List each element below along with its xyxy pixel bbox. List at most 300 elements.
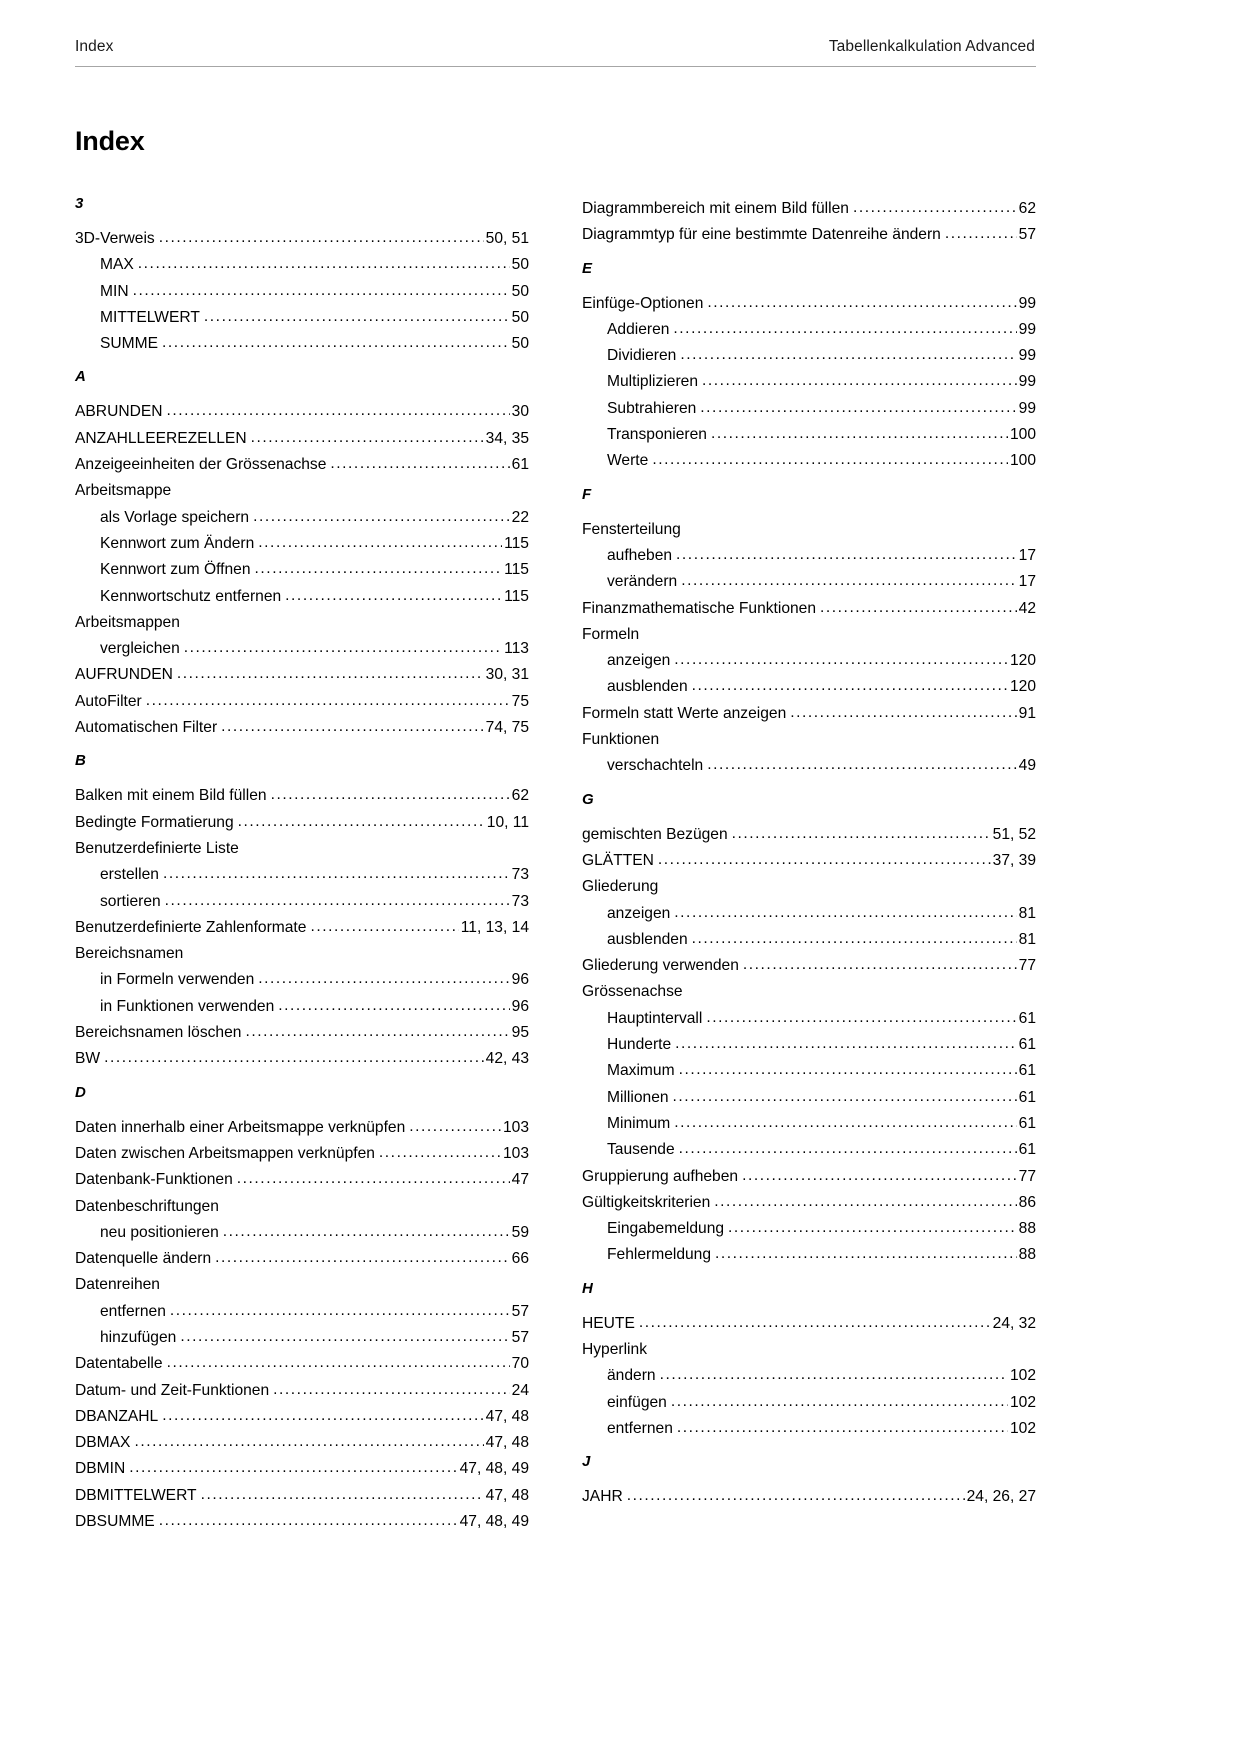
dot-leader [674,900,1016,926]
running-header [75,38,1035,56]
index-entry-label: Transponieren [607,426,707,444]
index-entry-label: Hunderte [607,1036,672,1054]
index-subentry[interactable] [75,331,529,357]
index-group-heading[interactable] [75,1194,529,1220]
index-page-numbers: 42, 43 [485,1050,529,1068]
index-subentry[interactable] [75,862,529,888]
dot-leader [251,425,484,451]
index-entry-label: Benutzerdefinierte Zahlenformate [75,918,307,936]
index-subentry[interactable] [75,305,529,331]
index-entry[interactable] [75,1020,529,1046]
index-entry[interactable] [75,662,529,688]
index-page-numbers: 11, 13, 14 [460,918,529,936]
section-letter: F [582,485,592,503]
index-page-numbers: 120 [1009,678,1036,696]
dot-leader [673,1084,1017,1110]
index-entry-label: SUMME [100,335,159,353]
index-entry-label: Minimum [607,1114,671,1132]
index-entry-label: ausblenden [607,678,688,696]
index-subentry[interactable] [582,927,1036,953]
index-entry-label: Gliederung [582,878,659,896]
dot-leader [790,700,1016,726]
index-subentry[interactable] [582,422,1036,448]
index-page-numbers: 47 [511,1171,529,1189]
index-subentry[interactable] [75,1299,529,1325]
index-page-numbers: 61 [1018,1088,1036,1106]
index-columns [75,196,1036,1535]
index-entry-label: Arbeitsmappe [75,482,172,500]
index-entry-label: DBSUMME [75,1513,155,1531]
index-subentry[interactable] [582,1006,1036,1032]
dot-leader [728,1215,1017,1241]
dot-leader [742,1163,1017,1189]
index-entry[interactable] [75,452,529,478]
index-entry-label: Finanzmathematische Funktionen [582,599,817,617]
index-page-numbers: 102 [1009,1419,1036,1437]
index-subentry[interactable] [75,531,529,557]
dot-leader [134,1429,483,1455]
index-subentry[interactable] [582,343,1036,369]
dot-leader [674,647,1008,673]
section-letter: H [582,1279,593,1297]
index-entry[interactable] [75,1046,529,1072]
index-entry-label: Automatischen Filter [75,719,218,737]
dot-leader [278,993,509,1019]
index-group-heading[interactable] [582,979,1036,1005]
dot-leader [177,661,484,687]
index-page-numbers: 103 [502,1144,529,1162]
index-entry-label: Daten zwischen Arbeitsmappen verknüpfen [75,1144,375,1162]
section-letter: D [75,1083,86,1101]
index-page-numbers: 99 [1018,294,1036,312]
index-page-numbers: 50 [511,335,529,353]
index-entry[interactable] [75,226,529,252]
index-entry-label: GLÄTTEN [582,851,654,869]
index-entry-label: Kennwort zum Öffnen [100,561,251,579]
index-entry[interactable] [582,848,1036,874]
index-entry[interactable] [75,1509,529,1535]
index-subentry[interactable] [582,753,1036,779]
dot-leader [639,1310,991,1336]
index-entry-label: AUFRUNDEN [75,666,173,684]
index-subentry[interactable] [582,369,1036,395]
index-entry-label: Datentabelle [75,1355,163,1373]
index-entry-label: Millionen [607,1088,669,1106]
index-entry-label: Bereichsnamen [75,945,184,963]
index-subentry[interactable] [75,584,529,610]
index-page-numbers: 59 [511,1223,529,1241]
index-page-numbers: 51, 52 [992,825,1036,843]
index-subentry[interactable] [582,1032,1036,1058]
index-page-numbers: 115 [504,534,529,552]
index-page-numbers: 120 [1009,652,1036,670]
index-entry-label: verändern [607,573,678,591]
index-entry-label: entfernen [607,1419,673,1437]
index-subentry[interactable] [75,1220,529,1246]
index-entry-label: Datenbank-Funktionen [75,1171,233,1189]
dot-leader [660,1362,1008,1388]
index-entry-label: Datenreihen [75,1276,160,1294]
index-entry-label: verschachteln [607,757,704,775]
index-page-numbers: 66 [511,1250,529,1268]
index-group-heading[interactable] [75,836,529,862]
index-entry-label: Datenquelle ändern [75,1250,212,1268]
index-subentry[interactable] [75,889,529,915]
section-letter: G [582,790,594,808]
index-entry-label: Hauptintervall [607,1009,703,1027]
index-page-numbers: 113 [504,640,529,658]
dot-leader [258,530,502,556]
index-page-numbers: 50, 51 [485,230,529,247]
dot-leader [221,714,484,740]
index-entry-label: Dividieren [607,347,677,365]
index-entry-label: MIN [100,282,129,300]
index-entry-label: erstellen [100,866,159,884]
index-entry[interactable] [582,953,1036,979]
index-entry-label: vergleichen [100,640,180,658]
index-entry[interactable] [582,1164,1036,1190]
dot-leader [679,1057,1017,1083]
dot-leader [820,595,1017,621]
dot-leader [853,195,1017,221]
dot-leader [163,861,510,887]
dot-leader [138,251,510,277]
index-subentry[interactable] [582,569,1036,595]
index-entry[interactable] [75,1404,529,1430]
index-subentry[interactable] [75,279,529,305]
index-entry-label: Kennwort zum Ändern [100,534,255,552]
index-entry-label: Bedingte Formatierung [75,813,234,831]
index-page-numbers: 24, 32 [992,1314,1036,1332]
index-page-numbers: 57 [1018,226,1036,244]
dot-leader [238,809,485,835]
index-entry-label: JAHR [582,1488,623,1506]
index-entry[interactable] [582,1190,1036,1216]
index-subentry[interactable] [582,1085,1036,1111]
index-entry-label: entfernen [100,1302,166,1320]
dot-leader [253,504,510,530]
index-page-numbers: 61 [1018,1114,1036,1132]
dot-leader [680,342,1016,368]
index-page-numbers: 95 [511,1024,529,1042]
index-entry-label: anzeigen [607,652,671,670]
index-page-numbers: 37, 39 [992,851,1036,869]
index-group-heading[interactable] [75,1272,529,1298]
dot-leader [674,1110,1016,1136]
dot-leader [273,1377,509,1403]
index-page-numbers: 61 [1018,1009,1036,1027]
dot-leader [330,451,509,477]
index-entry[interactable] [75,689,529,715]
dot-leader [627,1483,965,1509]
section-letter: E [582,259,593,277]
index-column-right [582,196,1036,1535]
index-entry-label: Formeln statt Werte anzeigen [582,704,787,722]
index-entry-label: Einfüge-Optionen [582,294,704,312]
index-entry[interactable] [582,196,1036,222]
index-group-heading[interactable] [582,727,1036,753]
index-page-numbers: 24 [511,1381,529,1399]
dot-leader [310,914,458,940]
index-entry[interactable] [75,1115,529,1141]
index-entry-label: gemischten Bezügen [582,825,728,843]
index-subentry[interactable] [582,901,1036,927]
index-page-numbers: 115 [504,561,529,579]
index-page-numbers: 62 [1018,200,1036,217]
index-page-numbers: 73 [511,866,529,884]
dot-leader [681,568,1016,594]
index-entry-label: in Funktionen verwenden [100,997,275,1015]
index-subentry[interactable] [582,1111,1036,1137]
index-subentry[interactable] [582,396,1036,422]
index-page-numbers: 47, 48, 49 [459,1460,529,1478]
dot-leader [258,966,509,992]
running-header-left: Index [75,38,114,55]
index-entry-label: DBMITTELWERT [75,1486,197,1504]
dot-leader [285,583,502,609]
index-entry-label: Fehlermeldung [607,1246,712,1264]
index-entry[interactable] [75,399,529,425]
index-entry[interactable] [75,1456,529,1482]
index-entry-label: MITTELWERT [100,308,200,326]
index-page-numbers: 99 [1018,373,1036,391]
dot-leader [170,1298,510,1324]
index-subentry[interactable] [582,1416,1036,1442]
index-entry[interactable] [75,1430,529,1456]
index-page-numbers: 30, 31 [485,666,529,684]
index-group-heading[interactable] [75,610,529,636]
dot-leader [679,1136,1017,1162]
index-subentry[interactable] [582,1216,1036,1242]
index-page-numbers: 115 [504,587,529,605]
index-subentry[interactable] [582,448,1036,474]
index-entry-label: Fensterteilung [582,520,681,538]
dot-leader [167,1350,510,1376]
index-entry-label: Gruppierung aufheben [582,1167,739,1185]
index-entry[interactable] [582,596,1036,622]
index-entry-label: DBANZAHL [75,1407,159,1425]
index-entry-label: ausblenden [607,930,688,948]
index-entry-label: ändern [607,1367,656,1385]
dot-leader [715,1241,1017,1267]
index-entry-label: HEUTE [582,1314,635,1332]
dot-leader [223,1219,510,1245]
dot-leader [707,752,1016,778]
index-subentry[interactable] [582,1363,1036,1389]
index-subentry[interactable] [75,636,529,662]
index-entry[interactable] [582,222,1036,248]
index-entry-label: Diagrammtyp für eine bestimmte Datenreihe ändern [582,226,941,244]
index-subentry[interactable] [582,1137,1036,1163]
index-page-numbers: 42 [1018,599,1036,617]
index-page-numbers: 73 [511,892,529,910]
dot-leader [658,847,991,873]
index-entry-label: Subtrahieren [607,399,697,417]
index-entry-label: einfügen [607,1393,667,1411]
index-entry[interactable] [582,1311,1036,1337]
index-entry-label: DBMIN [75,1460,126,1478]
index-page-numbers: 102 [1009,1393,1036,1411]
index-page-numbers: 99 [1018,399,1036,417]
dot-leader [675,1031,1016,1057]
index-entry-label: ANZAHLLEEREZELLEN [75,429,247,447]
dot-leader [700,395,1016,421]
index-page-numbers: 17 [1018,546,1036,564]
index-page-numbers: 50 [511,308,529,326]
index-page-numbers: 61 [1018,1141,1036,1159]
index-entry-label: Formeln [582,625,640,643]
index-entry-label: Maximum [607,1062,675,1080]
index-entry-label: Daten innerhalb einer Arbeitsmappe verknüpfen [75,1118,406,1136]
index-page-numbers: 70 [511,1355,529,1373]
dot-leader [255,556,503,582]
index-page-numbers: 74, 75 [485,719,529,737]
dot-leader [180,1324,509,1350]
index-page-numbers: 30 [511,403,529,421]
header-divider [75,66,1036,67]
index-page-numbers: 49 [1018,757,1036,775]
index-page-numbers: 61 [1018,1036,1036,1054]
dot-leader [707,290,1016,316]
index-entry-label: Balken mit einem Bild füllen [75,787,267,805]
index-page-numbers: 91 [1018,704,1036,722]
dot-leader [245,1019,509,1045]
index-page-numbers: 17 [1018,573,1036,591]
index-entry-label: Datum- und Zeit-Funktionen [75,1381,270,1399]
dot-leader [673,316,1016,342]
running-header-right: Tabellenkalkulation Advanced [828,38,1035,55]
index-subentry[interactable] [75,557,529,583]
index-group-heading[interactable] [75,941,529,967]
index-subentry[interactable] [582,674,1036,700]
index-entry-label: Addieren [607,320,670,338]
dot-leader [162,330,510,356]
index-entry-label: neu positionieren [100,1223,219,1241]
index-entry[interactable] [75,1483,529,1509]
index-entry-label: sortieren [100,892,161,910]
index-entry-label: Grössenachse [582,983,683,1001]
index-entry[interactable] [75,715,529,741]
index-entry-label: MAX [100,256,134,274]
index-page-numbers: 47, 48 [485,1407,529,1425]
index-entry[interactable] [75,783,529,809]
dot-leader [162,1403,483,1429]
index-subentry[interactable] [75,967,529,993]
index-entry-label: Eingabemeldung [607,1220,725,1238]
index-group-heading[interactable] [582,517,1036,543]
index-subentry[interactable] [582,317,1036,343]
index-entry-label: anzeigen [607,904,671,922]
index-column-left [75,196,529,1535]
index-entry[interactable] [582,291,1036,317]
index-entry[interactable] [75,1167,529,1193]
index-page-numbers: 75 [511,692,529,710]
dot-leader [184,635,502,661]
dot-leader [714,1189,1016,1215]
index-group-heading[interactable] [75,478,529,504]
index-group-heading[interactable] [582,1337,1036,1363]
index-entry-label: Funktionen [582,731,660,749]
index-entry-label: Gliederung verwenden [582,957,739,975]
index-page-numbers: 88 [1018,1220,1036,1238]
index-entry[interactable] [75,1351,529,1377]
index-page-numbers: 100 [1009,452,1036,470]
index-entry-label: ABRUNDEN [75,403,163,421]
index-entry[interactable] [75,1141,529,1167]
dot-leader [159,1508,458,1534]
index-entry[interactable] [75,426,529,452]
index-entry[interactable] [75,810,529,836]
index-page-numbers: 61 [1018,1062,1036,1080]
index-page-numbers: 102 [1009,1367,1036,1385]
index-entry-label: Hyperlink [582,1340,647,1358]
index-subentry[interactable] [582,1390,1036,1416]
index-entry-label: aufheben [607,546,673,564]
index-entry-label: Werte [607,452,649,470]
index-page-numbers: 62 [511,787,529,805]
index-page-numbers: 24, 26, 27 [966,1488,1036,1506]
index-subentry[interactable] [582,543,1036,569]
dot-leader [671,1389,1008,1415]
index-entry-label: Diagrammbereich mit einem Bild füllen [582,200,849,217]
dot-leader [706,1005,1016,1031]
index-entry-label: Datenbeschriftungen [75,1197,219,1215]
dot-leader [159,225,484,251]
index-entry-label: in Formeln verwenden [100,971,255,989]
index-page-numbers: 50 [511,256,529,274]
index-subentry[interactable] [75,1325,529,1351]
section-letter: A [75,368,86,386]
index-subentry[interactable] [75,994,529,1020]
index-group-heading[interactable] [582,622,1036,648]
index-group-heading[interactable] [582,874,1036,900]
index-entry[interactable] [582,701,1036,727]
dot-leader [692,926,1017,952]
dot-leader [133,278,510,304]
dot-leader [271,782,510,808]
index-page-numbers: 81 [1018,930,1036,948]
dot-leader [677,1415,1008,1441]
dot-leader [652,447,1008,473]
index-subentry[interactable] [75,505,529,531]
index-entry-label: als Vorlage speichern [100,508,250,526]
dot-leader [237,1166,510,1192]
index-entry[interactable] [75,1246,529,1272]
index-entry-label: Gültigkeitskriterien [582,1193,711,1211]
index-subentry[interactable] [582,1242,1036,1268]
index-entry[interactable] [582,1484,1036,1510]
index-page-numbers: 77 [1018,1167,1036,1185]
index-subentry[interactable] [582,648,1036,674]
index-entry[interactable] [582,822,1036,848]
dot-leader [711,421,1008,447]
index-entry[interactable] [75,915,529,941]
index-entry-label: Kennwortschutz entfernen [100,587,282,605]
index-page-numbers: 77 [1018,957,1036,975]
index-entry[interactable] [75,1378,529,1404]
index-subentry[interactable] [582,1058,1036,1084]
section-letter: J [582,1453,591,1471]
index-entry-label: 3D-Verweis [75,230,155,247]
index-subentry[interactable] [75,252,529,278]
index-entry-label: Tausende [607,1141,675,1159]
dot-leader [379,1140,501,1166]
dot-leader [165,888,510,914]
index-entry-label: Arbeitsmappen [75,613,180,631]
index-page-numbers: 22 [511,508,529,526]
index-page-numbers: 103 [502,1118,529,1136]
dot-leader [215,1245,510,1271]
